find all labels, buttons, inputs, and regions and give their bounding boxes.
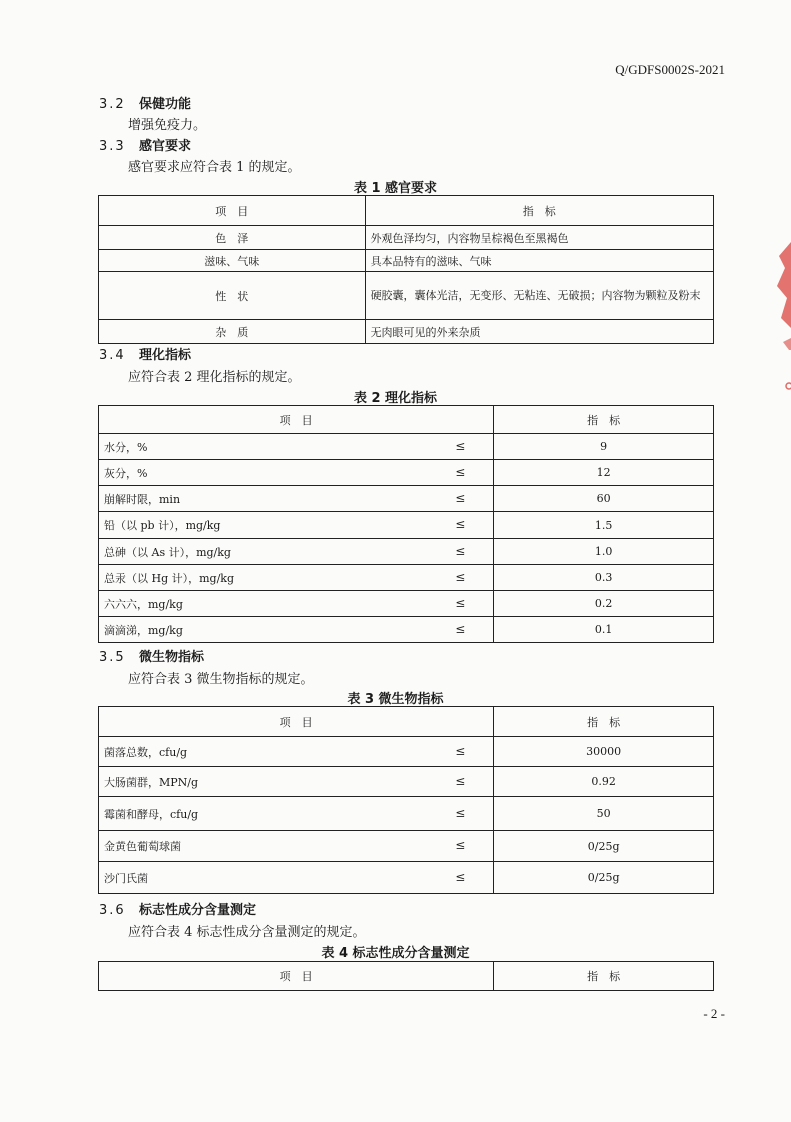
less-equal-symbol: ≤ (455, 773, 466, 788)
less-equal-symbol: ≤ (455, 805, 466, 820)
less-equal-symbol: ≤ (455, 869, 466, 884)
item-label: 六六六，mg/kg (104, 597, 183, 611)
table-2-physicochemical (98, 405, 714, 643)
section-number: 3.3 (99, 139, 126, 154)
table-cell-indicator: 硬胶囊，囊体光洁，无变形、无粘连、无破损；内容物为颗粒及粉末 (365, 272, 713, 320)
item-label: 总砷（以 As 计），mg/kg (104, 545, 231, 559)
section-title: 感官要求 (139, 139, 192, 154)
table-cell-item (99, 767, 494, 797)
table-cell-item: 滋味、气味 (99, 250, 366, 272)
section-title: 微生物指标 (139, 650, 205, 665)
table-header-indicator: 指 标 (494, 707, 714, 737)
item-label: 总汞（以 Hg 计），mg/kg (104, 571, 235, 585)
table-row (99, 250, 714, 272)
item-label: 滴滴涕，mg/kg (104, 623, 183, 637)
section-number: 3.2 (99, 97, 126, 112)
table-cell-item (99, 434, 494, 460)
section-3-2-heading (99, 93, 191, 112)
table-cell-item (99, 512, 494, 539)
less-equal-symbol: ≤ (455, 438, 466, 453)
table-row (99, 862, 714, 894)
item-label: 金黄色葡萄球菌 (104, 840, 181, 853)
table-cell-item (99, 737, 494, 767)
table-header-item: 项 目 (99, 962, 494, 991)
table-cell-item (99, 862, 494, 894)
section-number: 3.4 (99, 348, 126, 363)
table-row (99, 565, 714, 591)
table-cell-item: 杂 质 (99, 320, 366, 344)
table-cell-indicator: 0/25g (494, 862, 714, 894)
table-header-row (99, 707, 714, 737)
table-cell-indicator: 0.1 (494, 617, 714, 643)
section-title: 保健功能 (139, 97, 192, 112)
item-label: 大肠菌群，MPN/g (104, 775, 199, 789)
table-row (99, 512, 714, 539)
item-label: 灰分，% (104, 466, 148, 480)
table-cell-indicator: 0.92 (494, 767, 714, 797)
section-3-4-text: 应符合表 2 理化指标的规定。 (128, 370, 301, 385)
table-cell-indicator: 60 (494, 486, 714, 512)
table-row (99, 320, 714, 344)
table-cell-item (99, 486, 494, 512)
table-4-caption: 表 4 标志性成分含量测定 (321, 946, 470, 961)
table-header-item: 项 目 (99, 707, 494, 737)
table-row (99, 831, 714, 862)
table-3-caption: 表 3 微生物指标 (347, 692, 444, 707)
table-cell-indicator: 0.2 (494, 591, 714, 617)
table-cell-indicator: 9 (494, 434, 714, 460)
section-title: 理化指标 (139, 348, 192, 363)
less-equal-symbol: ≤ (455, 838, 466, 852)
item-label: 水分，% (104, 440, 148, 454)
table-cell-indicator: 无肉眼可见的外来杂质 (365, 320, 713, 344)
table-row (99, 797, 714, 831)
section-title: 标志性成分含量测定 (139, 903, 257, 918)
table-cell-indicator: 12 (494, 460, 714, 486)
less-equal-symbol: ≤ (455, 543, 466, 558)
section-3-4-heading (99, 344, 191, 363)
less-equal-symbol: ≤ (455, 569, 466, 584)
table-row (99, 617, 714, 643)
section-3-5-heading (99, 646, 204, 665)
less-equal-symbol: ≤ (455, 743, 466, 758)
table-row (99, 591, 714, 617)
table-cell-indicator: 50 (494, 797, 714, 831)
table-row (99, 737, 714, 767)
section-number: 3.6 (99, 903, 126, 918)
table-header-row (99, 406, 714, 434)
section-3-5-text: 应符合表 3 微生物指标的规定。 (128, 672, 314, 687)
less-equal-symbol: ≤ (455, 517, 466, 531)
table-cell-indicator: 具本品特有的滋味、气味 (365, 250, 713, 272)
table-row (99, 767, 714, 797)
table-1-caption: 表 1 感官要求 (353, 181, 438, 196)
less-equal-symbol: ≤ (455, 490, 466, 505)
table-4-marker-content (98, 961, 714, 991)
table-1-sensory (98, 195, 714, 344)
item-label: 沙门氏菌 (104, 871, 148, 885)
table-row (99, 226, 714, 250)
table-cell-indicator: 0/25g (494, 831, 714, 862)
table-cell-item (99, 460, 494, 486)
table-cell-item (99, 797, 494, 831)
table-header-indicator: 指 标 (494, 962, 714, 991)
table-row (99, 434, 714, 460)
table-header-row (99, 962, 714, 991)
less-equal-symbol: ≤ (455, 595, 466, 610)
table-row (99, 539, 714, 565)
table-cell-indicator: 1.5 (494, 512, 714, 539)
table-cell-item (99, 539, 494, 565)
item-label: 铅（以 pb 计），mg/kg (104, 519, 221, 532)
table-header-item: 项 目 (99, 406, 494, 434)
section-number: 3.5 (99, 650, 126, 665)
table-cell-item (99, 565, 494, 591)
table-header-item: 项 目 (99, 196, 366, 226)
section-3-3-text: 感官要求应符合表 1 的规定。 (128, 160, 301, 175)
less-equal-symbol: ≤ (455, 621, 466, 636)
table-cell-item (99, 617, 494, 643)
table-cell-indicator: 0.3 (494, 565, 714, 591)
table-cell-item (99, 591, 494, 617)
section-3-3-heading (99, 135, 191, 154)
table-header-row (99, 196, 714, 226)
table-row (99, 272, 714, 320)
table-cell-item (99, 831, 494, 862)
table-cell-indicator: 30000 (494, 737, 714, 767)
item-label: 菌落总数，cfu/g (104, 745, 188, 759)
item-label: 崩解时限，min (104, 492, 181, 506)
table-cell-indicator: 1.0 (494, 539, 714, 565)
table-row (99, 460, 714, 486)
table-cell-item: 色 泽 (99, 226, 366, 250)
section-3-6-text: 应符合表 4 标志性成分含量测定的规定。 (128, 925, 366, 940)
table-header-indicator: 指 标 (365, 196, 713, 226)
table-cell-item: 性 状 (99, 272, 366, 320)
table-3-microbiological (98, 706, 714, 894)
section-3-6-heading (99, 899, 256, 918)
table-header-indicator: 指 标 (494, 406, 714, 434)
red-seal-stamp (775, 238, 791, 398)
less-equal-symbol: ≤ (455, 464, 466, 479)
section-3-2-text: 增强免疫力。 (128, 118, 207, 133)
table-cell-indicator: 外观色泽均匀，内容物呈棕褐色至黑褐色 (365, 226, 713, 250)
table-2-caption: 表 2 理化指标 (353, 391, 438, 406)
table-row (99, 486, 714, 512)
page-number: - 2 - (703, 1006, 725, 1021)
document-code: Q/GDFS0002S-2021 (615, 62, 725, 77)
item-label: 霉菌和酵母，cfu/g (104, 807, 199, 821)
